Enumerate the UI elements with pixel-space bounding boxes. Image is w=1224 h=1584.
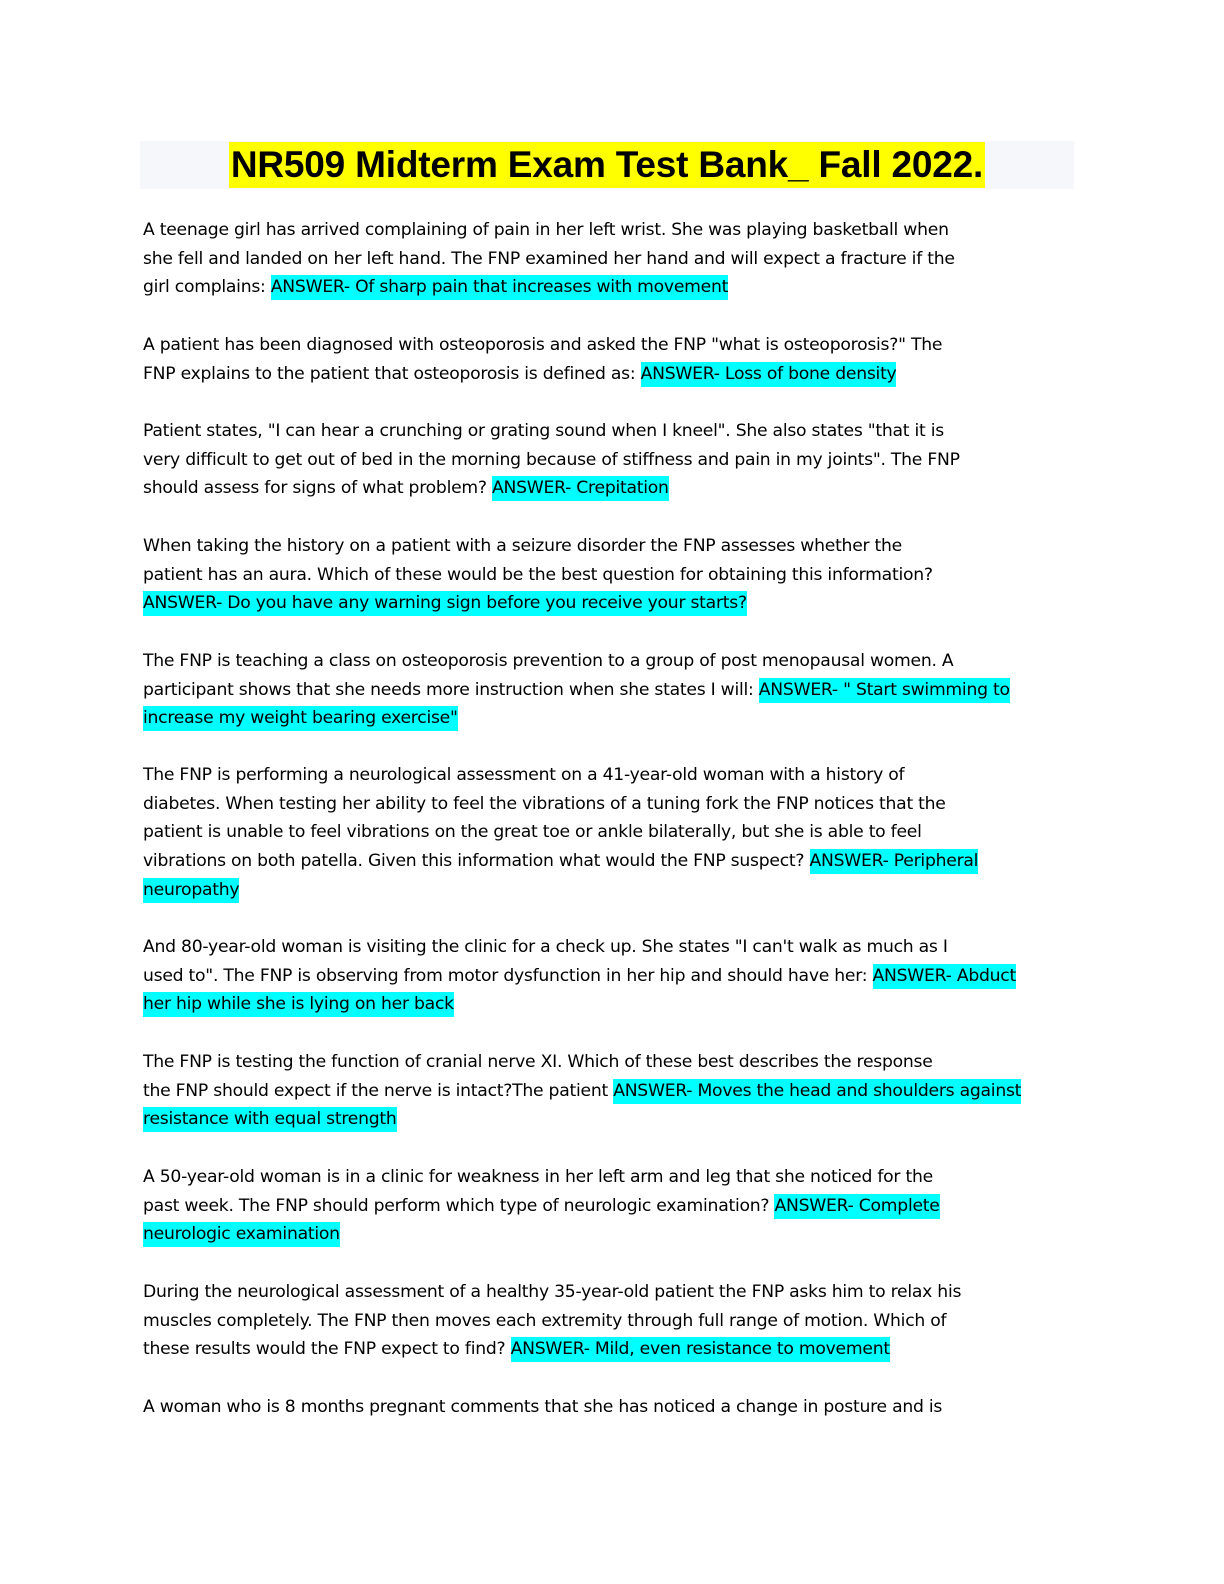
- question-line: [143, 1335, 1071, 1364]
- answer-line: [143, 1220, 1071, 1249]
- question-text: used to". The FNP is observing from motor dysfunction in her hip and should have her:: [143, 965, 873, 986]
- answer-highlight: neuropathy: [143, 878, 239, 903]
- question-text: the FNP should expect if the nerve is intact?The patient: [143, 1080, 614, 1101]
- question-text: girl complains:: [143, 277, 271, 298]
- question-line: very difficult to get out of bed in the morning because of stiffness and pain in my joints". The FNP: [143, 449, 960, 470]
- answer-highlight: ANSWER- Do you have any warning sign before you receive your starts?: [143, 591, 747, 616]
- question-line: diabetes. When testing her ability to feel the vibrations of a tuning fork the FNP notices that the: [143, 793, 946, 814]
- answer-highlight: ANSWER- Abduct: [873, 964, 1016, 989]
- answer-highlight: increase my weight bearing exercise": [143, 706, 458, 731]
- question-line: And 80-year-old woman is visiting the clinic for a check up. She states "I can't walk as much as I: [143, 937, 948, 957]
- question-line: [143, 273, 1071, 302]
- qa-item-4: [143, 532, 1071, 618]
- answer-line: [143, 876, 1071, 905]
- question-line: [143, 360, 1071, 389]
- qa-item-3: [143, 417, 1071, 503]
- question-line: The FNP is testing the function of cranial nerve XI. Which of these best describes the response: [143, 1052, 933, 1072]
- qa-item-8: [143, 1048, 1071, 1134]
- answer-highlight: ANSWER- Loss of bone density: [641, 362, 897, 387]
- qa-item-7: [143, 933, 1071, 1019]
- question-line: During the neurological assessment of a healthy 35-year-old patient the FNP asks him to relax his: [143, 1282, 962, 1302]
- answer-highlight: ANSWER- " Start swimming to: [759, 678, 1010, 703]
- answer-highlight: ANSWER- Of sharp pain that increases with movement: [271, 275, 728, 300]
- answer-highlight: ANSWER- Crepitation: [492, 476, 669, 501]
- question-line: When taking the history on a patient with a seizure disorder the FNP assesses whether the: [143, 536, 903, 556]
- answer-highlight: ANSWER- Complete: [774, 1194, 939, 1219]
- answer-line: [143, 1105, 1071, 1134]
- question-text: FNP explains to the patient that osteoporosis is defined as:: [143, 363, 641, 384]
- qa-item-11: [143, 1393, 1071, 1422]
- answer-line: [143, 990, 1071, 1019]
- page-title: [0, 141, 1214, 189]
- qa-item-10: [143, 1278, 1071, 1364]
- qa-item-5: [143, 647, 1071, 733]
- answer-line: [143, 704, 1071, 733]
- question-line: Patient states, "I can hear a crunching or grating sound when I kneel". She also states "that it is: [143, 421, 944, 441]
- question-line: muscles completely. The FNP then moves each extremity through full range of motion. Which of: [143, 1310, 947, 1331]
- answer-highlight: ANSWER- Moves the head and shoulders against: [613, 1079, 1021, 1104]
- question-line: A woman who is 8 months pregnant comments that she has noticed a change in posture and is: [143, 1397, 943, 1417]
- question-line: A 50-year-old woman is in a clinic for weakness in her left arm and leg that she noticed for the: [143, 1167, 933, 1187]
- answer-highlight: neurologic examination: [143, 1222, 340, 1247]
- question-text: participant shows that she needs more instruction when she states I will:: [143, 679, 759, 700]
- question-line: [143, 474, 1071, 503]
- question-line: The FNP is teaching a class on osteoporosis prevention to a group of post menopausal women. A: [143, 651, 954, 671]
- question-line: A patient has been diagnosed with osteoporosis and asked the FNP "what is osteoporosis?" The: [143, 335, 943, 355]
- question-text: these results would the FNP expect to find?: [143, 1339, 511, 1360]
- question-line: she fell and landed on her left hand. The FNP examined her hand and will expect a fracture if the: [143, 248, 955, 269]
- answer-highlight: ANSWER- Mild, even resistance to movement: [511, 1337, 890, 1362]
- question-line: [143, 1077, 1071, 1106]
- question-line: patient is unable to feel vibrations on the great toe or ankle bilaterally, but she is able to feel: [143, 822, 922, 843]
- question-line: [143, 676, 1071, 705]
- question-text: vibrations on both patella. Given this information what would the FNP suspect?: [143, 851, 810, 872]
- question-line: A teenage girl has arrived complaining of pain in her left wrist. She was playing basketball when: [143, 220, 949, 240]
- answer-line: [143, 589, 1071, 618]
- question-text: should assess for signs of what problem?: [143, 478, 493, 499]
- qa-item-1: [143, 216, 1071, 302]
- answer-highlight: resistance with equal strength: [143, 1107, 397, 1132]
- question-line: The FNP is performing a neurological assessment on a 41-year-old woman with a history of: [143, 765, 905, 785]
- qa-item-2: [143, 331, 1071, 388]
- question-text: past week. The FNP should perform which type of neurologic examination?: [143, 1195, 775, 1216]
- question-line: [143, 962, 1071, 991]
- qa-item-9: [143, 1163, 1071, 1249]
- answer-highlight: her hip while she is lying on her back: [143, 992, 454, 1017]
- title-text: NR509 Midterm Exam Test Bank_ Fall 2022.: [229, 142, 985, 188]
- question-line: [143, 1192, 1071, 1221]
- qa-item-6: [143, 761, 1071, 905]
- question-line: patient has an aura. Which of these would be the best question for obtaining this information?: [143, 564, 933, 585]
- question-line: [143, 847, 1071, 876]
- answer-highlight: ANSWER- Peripheral: [810, 849, 979, 874]
